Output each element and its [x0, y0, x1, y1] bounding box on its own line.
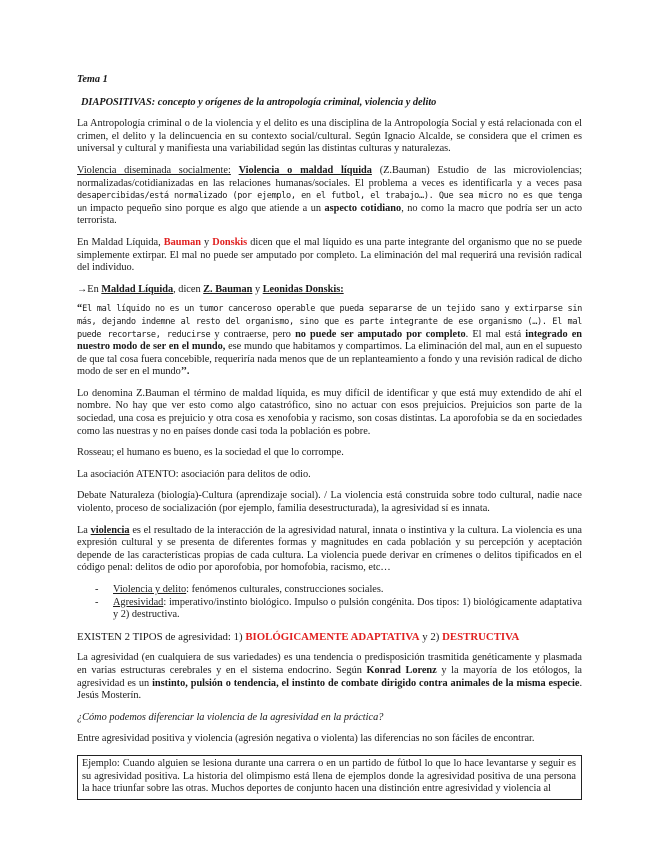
open-quote: “: [77, 303, 83, 315]
quote-intro: [77, 284, 582, 297]
tipo-adaptativa: BIOLÓGICAMENTE ADAPTATIVA: [245, 630, 420, 643]
list-text: : imperativo/instinto biológico. Impulso o pulsión congénita. Dos tipos: 1) biológicamente adaptativa y 2) destructiva.: [113, 596, 582, 621]
author-donskis: Leonidas Donskis:: [262, 283, 344, 295]
underlined-term: Violencia diseminada socialmente:: [77, 164, 231, 176]
tipo-destructiva: DESTRUCTIVA: [442, 630, 520, 643]
text-run: La: [77, 524, 91, 536]
text-run: La agresividad (en cualquiera de sus variedades) es una tendencia o predisposición trasmitida genéticamente y plasmada en varias estructuras cerebrales y en el sistema endocrino. Según: [77, 652, 582, 676]
agresividad-paragraph: [77, 652, 582, 702]
bauman-donskis-paragraph: [77, 237, 582, 275]
text-run: y 2): [419, 630, 443, 643]
mono-run: El mal líquido no es un tumor canceroso operable que pueda separarse de un tejido sano y extirparse sin más, dejando indemne al resto del organismo, sino que es parte integrante de ese organismo (…). El mal puede recortarse, reducirse: [77, 304, 582, 340]
slides-subtitle: DIAPOSITIVAS: concepto y orígenes de la antropología criminal, violencia y delito: [81, 96, 437, 108]
bauman-term-paragraph: Lo denomina Z.Bauman el término de maldad líquida, es muy difícil de identificar y que está muy extendido de ahí el nombre. No hay que ver esto como algo catastrófico, sino no actuar con esos prejuicios. Prejuicios son parte de la sociedad, una cosa es prejuicio y otra cosa es xenofobia y racismo, son cosas distintas. La aporofobia se da en sociedades como las nuestras y no en países donde casi toda la población es pobre.: [77, 387, 582, 437]
arrow-icon: →: [77, 283, 88, 295]
text-run: En: [87, 283, 102, 295]
list-term: Violencia y delito: [113, 584, 187, 595]
list-item: [113, 584, 582, 597]
text-run: . Jesús Mosterín.: [77, 677, 583, 702]
bold-run: no puede ser amputado por completo: [295, 328, 466, 340]
lorenz-name: Konrad Lorenz: [366, 664, 437, 676]
book-title: Maldad Líquida: [101, 283, 174, 295]
rousseau-paragraph: Rosseau; el humano es bueno, es la sociedad el que lo corrompe.: [77, 447, 344, 459]
violencia-paragraph: [77, 525, 582, 575]
bold-run: instinto, pulsión o tendencia, el instinto de combate dirigido contra animales de la misma especie: [152, 677, 580, 689]
example-box: Ejemplo: Cuando alguien se lesiona durante una carrera o en un partido de fútbol lo que lo hace levantarse y seguir es su agresividad positiva. La historia del olimpismo está llena de ejemplos donde la agresividad positiva de una persona la hace triunfar sobre las otras. Muchos deportes de conjunto hacen una distinción entre agresividad y violencia al: [77, 755, 582, 800]
text-run: y: [252, 283, 263, 295]
violencia-diseminada-paragraph: [77, 165, 582, 228]
text-run: ese mundo que habitamos y compartimos. La eliminación del mal, aun en el supuesto de que tal cosa fuera concebible, requeriría nada menos que de un replanteamiento a fondo y una revisión radical de dicho modo de ser en el mundo: [77, 341, 582, 378]
atento-paragraph: La asociación ATENTO: asociación para delitos de odio.: [77, 468, 311, 480]
text-run: EXISTEN 2 TIPOS de agresividad: 1): [77, 630, 246, 643]
definitions-list: [77, 584, 582, 622]
text-run: (Z.Bauman) Estudio de las microviolencias; normalizadas/cotidianizadas en las relaciones humanas/sociales. El problema a veces es identificarla y a veces pasa: [77, 164, 582, 189]
bauman-name: Bauman: [163, 236, 201, 248]
close-quote: ’’.: [180, 366, 190, 378]
debate-paragraph: Debate Naturaleza (biología)-Cultura (aprendizaje social). / La violencia está construida sobre todo cultural, nadie nace violento, proceso de socialización (por ejemplo, familia desestructurada), la agresividad sí es innata.: [77, 490, 582, 515]
text-run: , dicen: [173, 283, 204, 295]
quote-paragraph: [77, 303, 582, 379]
text-run: dicen que el mal líquido es una parte integrante del organismo que no se puede simplemente extirpar. El mal no puede ser amputado por completo. La eliminación del mal requerirá una revisión radical del individuo.: [77, 236, 583, 274]
intro-paragraph: La Antropología criminal o de la violencia y el delito es una disciplina de la Antropología Social y está relacionada con el crimen, el delito y la delincuencia en su contexto social/cultural. Según Ignacio Alcalde, se considera que el crimen es universal y cultural y manifiesta una variabilidad según las distintas culturas y naturalezas.: [77, 118, 582, 155]
donskis-name: Donskis: [212, 236, 248, 248]
text-run: y: [200, 236, 213, 248]
text-run: es el resultado de la interacción de la agresividad natural, innata o instintiva y la cultura. La violencia es una expresión cultural y se presenta de diferentes formas y magnitudes en cada población y su percepción y aceptación depende de las características propias de cada cultura. La violencia puede derivar en crímenes o delitos tipificados en el código penal: delitos de odio por aporofobia, por homofobia, racismo, etc…: [77, 524, 582, 574]
list-text: : fenómenos culturales, construcciones sociales.: [186, 584, 384, 595]
text-run: impacto pequeño sino porque es algo que atiende a un: [86, 202, 325, 214]
diferencias-paragraph: Entre agresividad positiva y violencia (agresión negativa o violenta) las diferencias no son fáciles de encontrar.: [77, 733, 535, 745]
maldad-liquida-term: Violencia o maldad líquida: [238, 164, 372, 176]
author-bauman: Z. Bauman: [203, 283, 253, 295]
list-term: Agresividad: [113, 596, 164, 608]
violencia-term: violencia: [90, 524, 130, 536]
tema-heading: Tema 1: [77, 74, 108, 85]
question-heading: ¿Cómo podemos diferenciar la violencia de la agresividad en la práctica?: [77, 711, 384, 723]
bold-run: aspecto cotidiano: [324, 202, 402, 214]
text-run: y contraerse, pero: [210, 328, 296, 340]
mono-run: desapercibidas/está normalizado (por ejemplo, en el futbol, el trabajo…). Que sea micro no es que tenga un: [77, 191, 582, 214]
text-run: . El mal está: [465, 328, 526, 340]
tipos-agresividad: [77, 631, 582, 644]
text-run: y la mayoría de los etólogos, la agresividad es un: [77, 664, 583, 689]
text-run: , no como la macro que podría ser un acto terrorista.: [77, 202, 583, 227]
bold-run: integrado en nuestro modo de ser en el mundo,: [77, 328, 582, 353]
text-run: En Maldad Líquida,: [77, 236, 164, 248]
list-item: [113, 597, 582, 622]
